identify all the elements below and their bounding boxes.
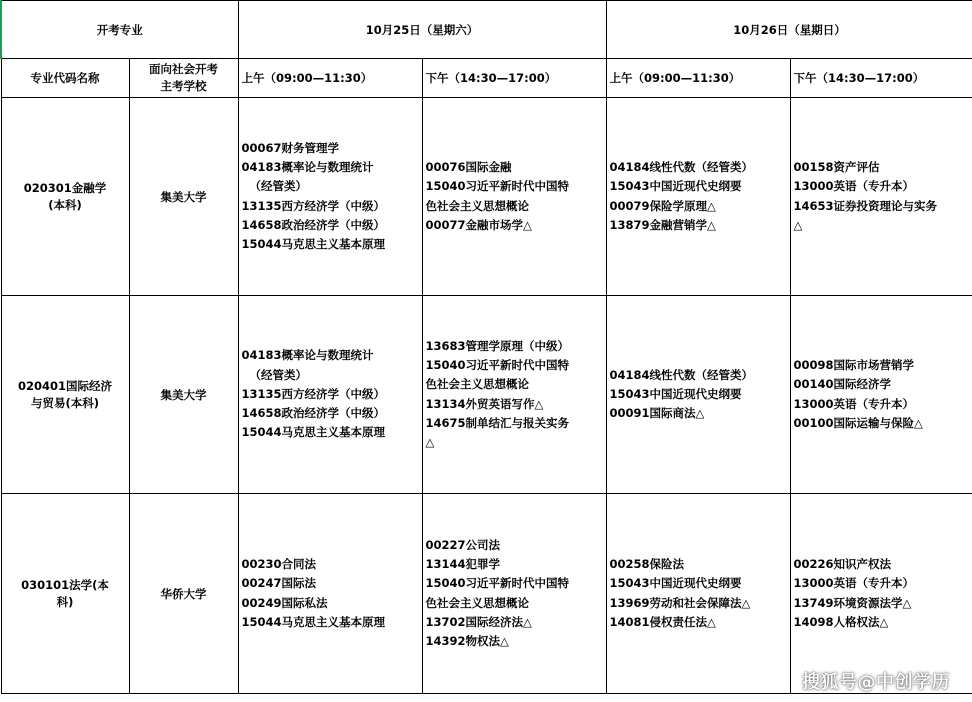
course-line: 14081侵权责任法△ (609, 614, 716, 629)
major-code-line1: 020301金融学 (23, 180, 107, 195)
course-line: 14653证券投资理论与实务 (793, 198, 938, 213)
course-line: 15044马克思主义基本原理 (241, 614, 386, 629)
course-line: 00227公司法 (425, 537, 501, 552)
major-code-line2: 科) (56, 594, 74, 609)
school-header (129, 59, 238, 98)
course-line: 15044马克思主义基本原理 (241, 236, 386, 251)
course-line: 00258保险法 (609, 557, 685, 572)
course-line: 15040习近平新时代中国特 (425, 576, 570, 591)
course-line: 13134外贸英语写作△ (425, 396, 544, 411)
d2-am-cell (606, 296, 790, 494)
d2-pm-header: 下午（14:30—17:00） (790, 59, 972, 98)
date1-header: 10月25日（星期六） (238, 1, 606, 59)
d2-pm-cell (790, 296, 972, 494)
table-row (1, 494, 972, 694)
course-line: 00249国际私法 (241, 595, 328, 610)
course-line: 00247国际法 (241, 576, 317, 591)
table-row (1, 296, 972, 494)
course-line: 04184线性代数（经管类） (609, 367, 754, 382)
course-line: 00077金融市场学△ (425, 217, 532, 232)
major-code-line1: 020401国际经济 (17, 378, 112, 393)
d2-pm-cell (790, 98, 972, 296)
course-line: 14658政治经济学（中级） (241, 217, 386, 232)
course-line: △ (425, 434, 435, 449)
course-line: 15040习近平新时代中国特 (425, 358, 570, 373)
course-line: 15043中国近现代史纲要 (609, 386, 742, 401)
d2-pm-cell (790, 494, 972, 694)
major-code-cell (1, 494, 129, 694)
date2-header: 10月26日（星期日） (606, 1, 972, 59)
major-header: 开考专业 (1, 1, 238, 59)
major-code-line1: 030101法学(本 (21, 577, 109, 592)
d1-pm-cell (422, 296, 606, 494)
d1-pm-cell (422, 98, 606, 296)
school-header-line1: 面向社会开考 (149, 62, 218, 76)
course-line: 04183概率论与数理统计 (241, 348, 374, 363)
course-line: 13000英语（专升本） (793, 576, 915, 591)
major-code-line2: (本科) (48, 197, 82, 212)
course-line: 13000英语（专升本） (793, 396, 915, 411)
course-line: 00076国际金融 (425, 160, 512, 175)
school-cell: 集美大学 (129, 296, 238, 494)
course-line: 15044马克思主义基本原理 (241, 425, 386, 440)
course-line: 15040习近平新时代中国特 (425, 179, 570, 194)
d2-am-cell (606, 98, 790, 296)
d1-pm-header: 下午（14:30—17:00） (422, 59, 606, 98)
watermark: 搜狐号@中创学历 (802, 672, 950, 693)
course-line: 色社会主义思想概论 (425, 198, 529, 213)
course-line: 00226知识产权法 (793, 557, 892, 572)
course-line: 00230合同法 (241, 557, 317, 572)
course-line: 14675制单结汇与报关实务 (425, 415, 570, 430)
course-line: 04183概率论与数理统计 (241, 160, 374, 175)
course-line: 色社会主义思想概论 (425, 595, 529, 610)
major-code-line2: 与贸易(本科) (30, 395, 99, 410)
course-line: 00140国际经济学 (793, 377, 892, 392)
course-line: 色社会主义思想概论 (425, 377, 529, 392)
course-line: 15043中国近现代史纲要 (609, 179, 742, 194)
course-line: 00091国际商法△ (609, 406, 705, 421)
course-line: 15043中国近现代史纲要 (609, 576, 742, 591)
course-line: 13135西方经济学（中级） (241, 386, 386, 401)
course-line: 00100国际运输与保险△ (793, 415, 923, 430)
course-line: 14098人格权法△ (793, 614, 889, 629)
course-line: 14392物权法△ (425, 633, 509, 648)
course-line: （经管类） (249, 179, 307, 194)
course-line: 04184线性代数（经管类） (609, 160, 754, 175)
course-line: 13879金融营销学△ (609, 217, 716, 232)
course-line: （经管类） (249, 367, 307, 382)
d1-pm-cell (422, 494, 606, 694)
course-line: 13702国际经济法△ (425, 614, 532, 629)
course-line: 00067财务管理学 (241, 140, 340, 155)
course-line: 14658政治经济学（中级） (241, 406, 386, 421)
school-header-line2: 主考学校 (160, 79, 207, 93)
d1-am-cell (238, 494, 422, 694)
course-line: 00158资产评估 (793, 160, 880, 175)
d1-am-header: 上午（09:00—11:30） (238, 59, 422, 98)
course-line: 13000英语（专升本） (793, 179, 915, 194)
course-line: 13683管理学原理（中级） (425, 338, 570, 353)
school-cell: 华侨大学 (129, 494, 238, 694)
course-line: 13969劳动和社会保障法△ (609, 595, 751, 610)
course-line: 00098国际市场营销学 (793, 358, 915, 373)
course-line: 13144犯罪学 (425, 557, 501, 572)
table-row (1, 98, 972, 296)
d1-am-cell (238, 296, 422, 494)
course-line: 13135西方经济学（中级） (241, 198, 386, 213)
d2-am-cell (606, 494, 790, 694)
d2-am-header: 上午（09:00—11:30） (606, 59, 790, 98)
major-code-cell (1, 296, 129, 494)
code-name-header: 专业代码名称 (1, 59, 129, 98)
course-line: △ (793, 217, 803, 232)
course-line: 13749环境资源法学△ (793, 595, 912, 610)
course-line: 00079保险学原理△ (609, 198, 716, 213)
d1-am-cell (238, 98, 422, 296)
major-code-cell (1, 98, 129, 296)
school-cell: 集美大学 (129, 98, 238, 296)
